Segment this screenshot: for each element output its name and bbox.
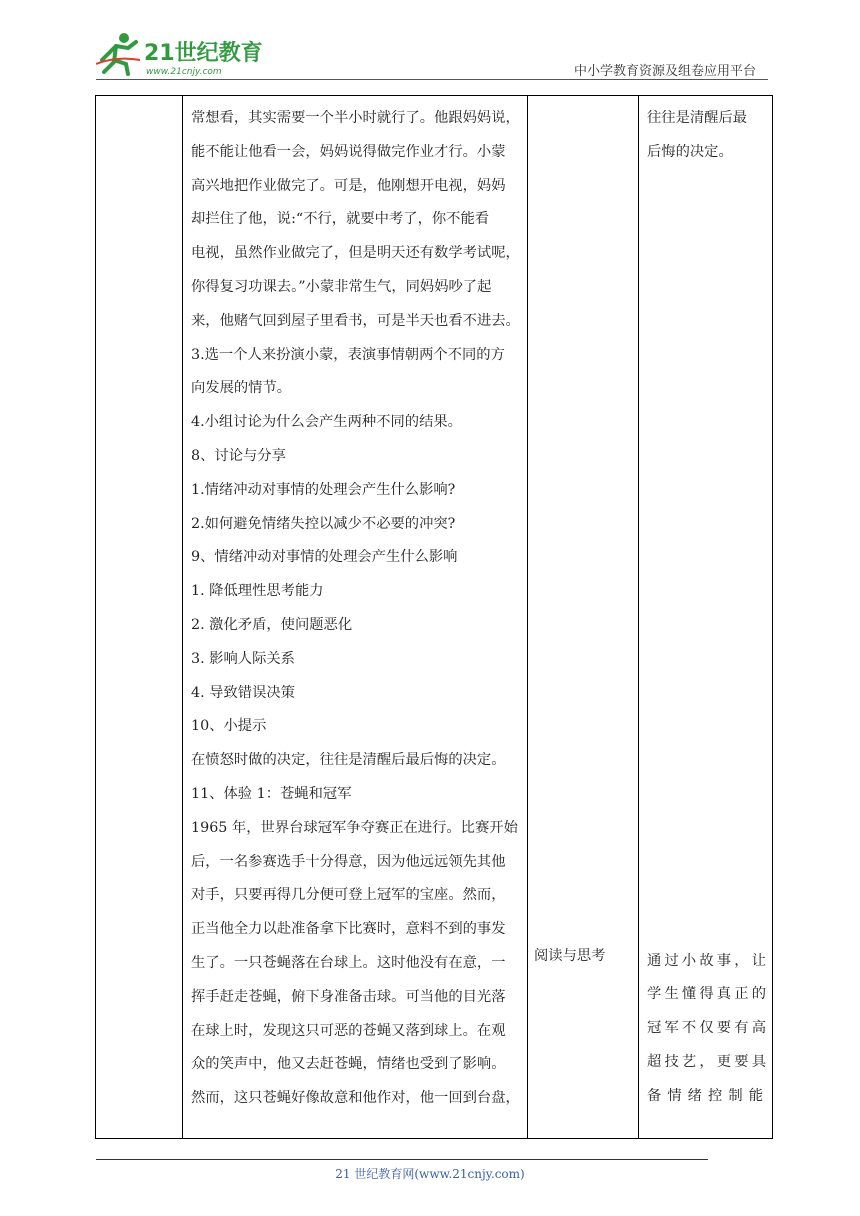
student-activity: 阅读与思考: [534, 948, 606, 964]
content-line: 挥手赶走苍蝇，俯下身准备击球。可当他的目光落: [191, 988, 506, 1005]
purpose-line: 超技艺，更要具: [647, 1053, 766, 1070]
content-line: 能不能让他看一会，妈妈说得做完作业才行。小蒙: [191, 143, 506, 160]
content-line: 1. 降低理性思考能力: [191, 583, 324, 600]
purpose-top: [639, 96, 772, 170]
site-logo: [96, 30, 266, 78]
content-line: 8、讨论与分享: [191, 447, 286, 464]
purpose-top-line: 往往是清醒后最: [647, 110, 748, 126]
content-line: 电视，虽然作业做完了，但是明天还有数学考试呢，: [191, 245, 520, 262]
stage-cell: [96, 96, 183, 1139]
purpose-cell: [639, 96, 773, 1139]
content-line: 在球上时，发现这只可恶的苍蝇又落到球上。在观: [191, 1022, 506, 1039]
lesson-table: [95, 95, 773, 1139]
content-line: 11、体验 1：苍蝇和冠军: [191, 785, 352, 802]
purpose-text: [639, 945, 772, 1114]
platform-name: 中小学教育资源及组卷应用平台: [573, 64, 756, 79]
content-line: 生了。一只苍蝇落在台球上。这时他没有在意，一: [191, 954, 506, 971]
content-line: 3.选一个人来扮演小蒙，表演事情朝两个不同的方: [191, 346, 505, 363]
content-line: 对手，只要再得几分便可登上冠军的宝座。然而，: [191, 887, 506, 904]
content-line: 来，他赌气回到屋子里看书，可是半天也看不进去。: [191, 312, 520, 329]
content-line: 4.小组讨论为什么会产生两种不同的结果。: [191, 414, 462, 431]
footer-text: 21 世纪教育网(www.21cnjy.com): [335, 1167, 525, 1181]
content-line: 高兴地把作业做完了。可是，他刚想开电视，妈妈: [191, 177, 506, 194]
header-divider: [96, 79, 768, 80]
content-line: 后，一名参赛选手十分得意，因为他远远领先其他: [191, 853, 506, 870]
purpose-line: 冠军不仅要有高: [647, 1020, 766, 1037]
content-line: 9、情绪冲动对事情的处理会产生什么影响: [191, 549, 458, 566]
purpose-line: 通过小故事，让: [647, 952, 766, 969]
footer-divider: [96, 1159, 708, 1160]
content-line: 正当他全力以赴准备拿下比赛时，意料不到的事发: [191, 921, 506, 938]
purpose-line: 学生懂得真正的: [647, 986, 766, 1003]
purpose-top-line: 后悔的决定。: [647, 143, 733, 160]
content-cell: [183, 96, 528, 1139]
content-lines: [183, 96, 527, 1116]
content-line: 3. 影响人际关系: [191, 650, 295, 667]
content-line: 你得复习功课去。”小蒙非常生气，同妈妈吵了起: [191, 278, 492, 295]
content-line: 1.情绪冲动对事情的处理会产生什么影响?: [191, 481, 456, 498]
content-line: 常想看，其实需要一个半小时就行了。他跟妈妈说，: [191, 110, 520, 126]
content-line: 2. 激化矛盾，使问题恶化: [191, 616, 353, 633]
content-line: 1965 年，世界台球冠军争夺赛正在进行。比赛开始: [191, 819, 518, 836]
content-line: 2.如何避免情绪失控以减少不必要的冲突?: [191, 515, 456, 532]
running-figure-icon: [96, 33, 140, 74]
page-header: [0, 0, 860, 82]
svg-text:www.21cnjy.com: www.21cnjy.com: [146, 67, 222, 77]
student-activity-cell: [528, 96, 639, 1139]
svg-text:21世纪教育: 21世纪教育: [144, 41, 263, 66]
content-line: 在愤怒时做的决定，往往是清醒后最后悔的决定。: [191, 752, 506, 769]
purpose-line: 备情绪控制能: [647, 1087, 766, 1104]
content-line: 却拦住了他，说:“不行，就要中考了，你不能看: [191, 211, 490, 228]
content-line: 4. 导致错误决策: [191, 684, 295, 701]
content-line: 向发展的情节。: [191, 380, 292, 397]
content-line: 然而，这只苍蝇好像故意和他作对，他一回到台盘，: [191, 1090, 520, 1107]
content-line: 10、小提示: [191, 718, 267, 735]
content-line: 众的笑声中，他又去赶苍蝇，情绪也受到了影响。: [191, 1056, 506, 1073]
